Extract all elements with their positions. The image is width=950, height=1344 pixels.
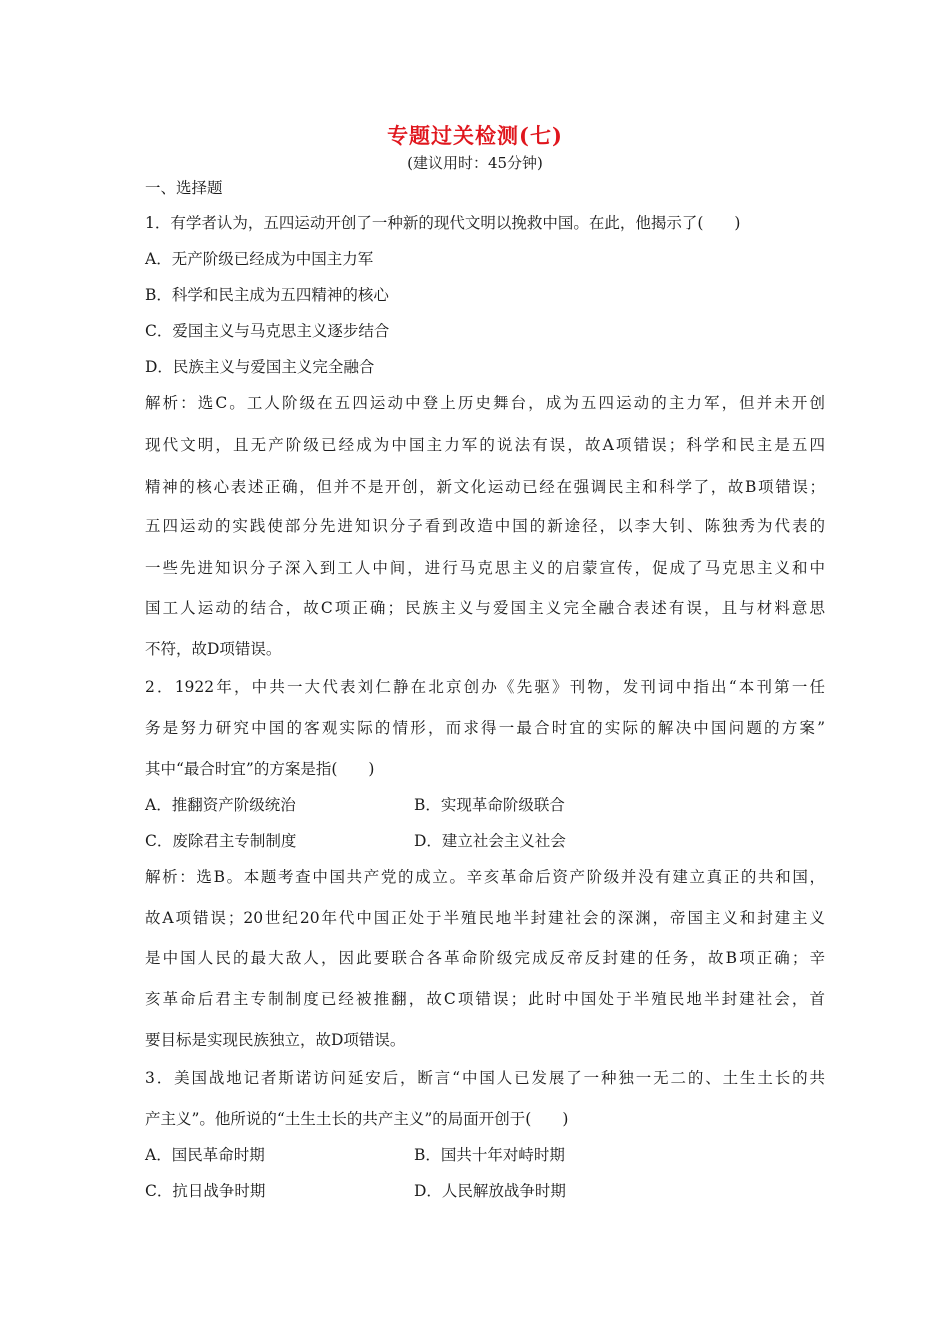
q1-analysis-line: 现代文明，且无产阶级已经成为中国主力军的说法有误，故A项错误；科学和民主是五四 [145, 436, 825, 454]
q3-option-b: B．国共十年对峙时期 [414, 1146, 565, 1164]
q2-option-d: D．建立社会主义社会 [414, 832, 566, 850]
q3-option-d: D．人民解放战争时期 [414, 1182, 566, 1200]
q2-analysis-line: 要目标是实现民族独立，故D项错误。 [145, 1031, 406, 1049]
q2-analysis-line: 是中国人民的最大敌人，因此要联合各革命阶级完成反帝反封建的任务，故B项正确；辛 [145, 949, 825, 967]
q3-option-c: C．抗日战争时期 [145, 1182, 266, 1200]
q1-analysis-line: 精神的核心表述正确，但并不是开创，新文化运动已经在强调民主和科学了，故B项错误； [145, 478, 825, 496]
q3-stem-line: 3．美国战地记者斯诺访问延安后，断言“中国人已发展了一种独一无二的、土生土长的共 [145, 1069, 825, 1087]
q2-option-b: B．实现革命阶级联合 [414, 796, 565, 814]
time-note: (建议用时：45分钟) [407, 154, 543, 172]
page-title: 专题过关检测(七) [387, 123, 563, 148]
q1-option-d: D．民族主义与爱国主义完全融合 [145, 358, 375, 376]
q1-analysis-line: 五四运动的实践使部分先进知识分子看到改造中国的新途径，以李大钊、陈独秀为代表的 [145, 517, 825, 535]
q2-analysis-line: 亥革命后君主专制制度已经被推翻，故C项错误；此时中国处于半殖民地半封建社会，首 [145, 990, 825, 1008]
q1-option-c: C．爱国主义与马克思主义逐步结合 [145, 322, 390, 340]
q3-stem-line: 产主义”。他所说的“土生土长的共产主义”的局面开创于( ) [145, 1110, 569, 1128]
q1-option-a: A．无产阶级已经成为中国主力军 [145, 250, 374, 268]
q1-stem: 1．有学者认为，五四运动开创了一种新的现代文明以挽救中国。在此，他揭示了( ) [145, 214, 741, 232]
q1-analysis-line: 一些先进知识分子深入到工人中间，进行马克思主义的启蒙宣传，促成了马克思主义和中 [145, 559, 825, 577]
section-heading: 一、选择题 [145, 179, 223, 197]
q2-stem-line: 务是努力研究中国的客观实际的情形，而求得一最合时宜的实际的解决中国问题的方案” [145, 719, 825, 737]
q2-analysis-line: 解析：选B。本题考查中国共产党的成立。辛亥革命后资产阶级并没有建立真正的共和国， [145, 868, 825, 886]
q1-option-b: B．科学和民主成为五四精神的核心 [145, 286, 389, 304]
q2-stem-line: 2．1922年，中共一大代表刘仁静在北京创办《先驱》刊物，发刊词中指出“本刊第一任 [145, 678, 825, 696]
q3-option-a: A．国民革命时期 [145, 1146, 265, 1164]
q1-analysis-line: 解析：选C。工人阶级在五四运动中登上历史舞台，成为五四运动的主力军，但并未开创 [145, 394, 825, 412]
q2-option-c: C．废除君主专制制度 [145, 832, 297, 850]
q2-analysis-line: 故A项错误；20世纪20年代中国正处于半殖民地半封建社会的深渊，帝国主义和封建主义 [145, 909, 825, 927]
q2-stem-line: 其中“最合时宜”的方案是指( ) [145, 760, 375, 778]
q2-option-a: A．推翻资产阶级统治 [145, 796, 296, 814]
q1-analysis-line: 不符，故D项错误。 [145, 640, 282, 658]
q1-analysis-line: 国工人运动的结合，故C项正确；民族主义与爱国主义完全融合表述有误，且与材料意思 [145, 599, 825, 617]
